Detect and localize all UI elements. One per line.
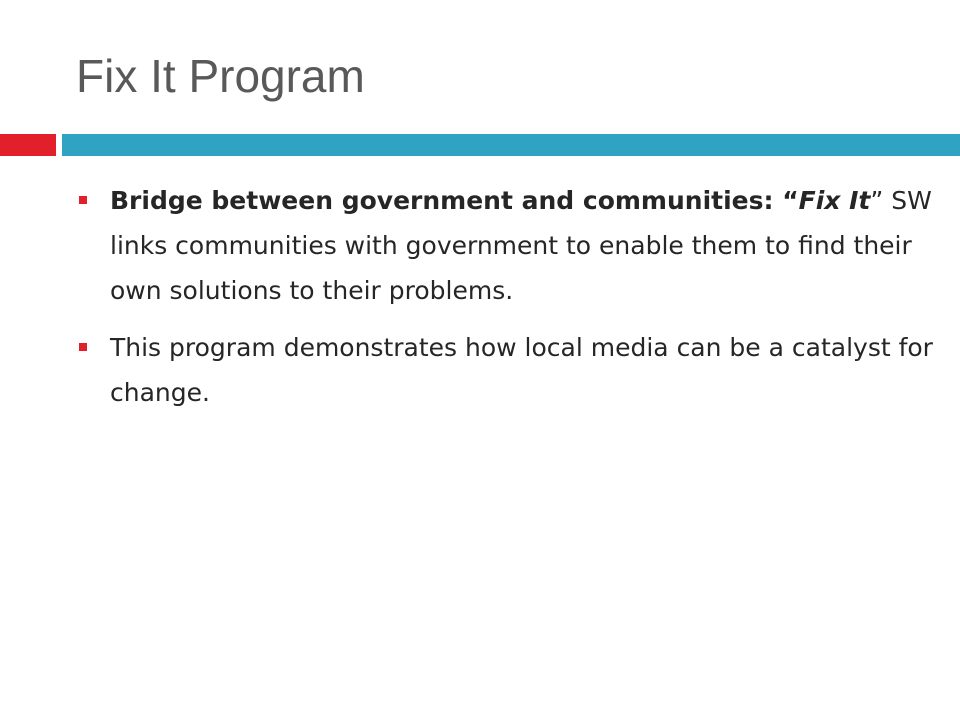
slide-title: Fix It Program [76, 50, 365, 102]
bullet-item-catalyst [76, 325, 936, 415]
bullet-item-bridge [76, 178, 936, 313]
bullet-quote-close: ” [870, 186, 884, 215]
bullet-emphasis-text: Fix It [798, 186, 871, 215]
bullet-list [76, 178, 936, 427]
bullet-body-text: SW links communities with government to enable them to find their own solutions to their problems. [110, 186, 932, 305]
square-bullet-icon [79, 343, 87, 351]
bullet-quote-open: “ [773, 186, 799, 215]
square-bullet-icon [79, 196, 87, 204]
bullet-lead-text: Bridge between government and communities: [110, 186, 774, 215]
accent-bar-blue [62, 134, 960, 156]
bullet-body-text: This program demonstrates how local media can be a catalyst for change. [110, 333, 933, 407]
accent-bar-red [0, 134, 56, 156]
